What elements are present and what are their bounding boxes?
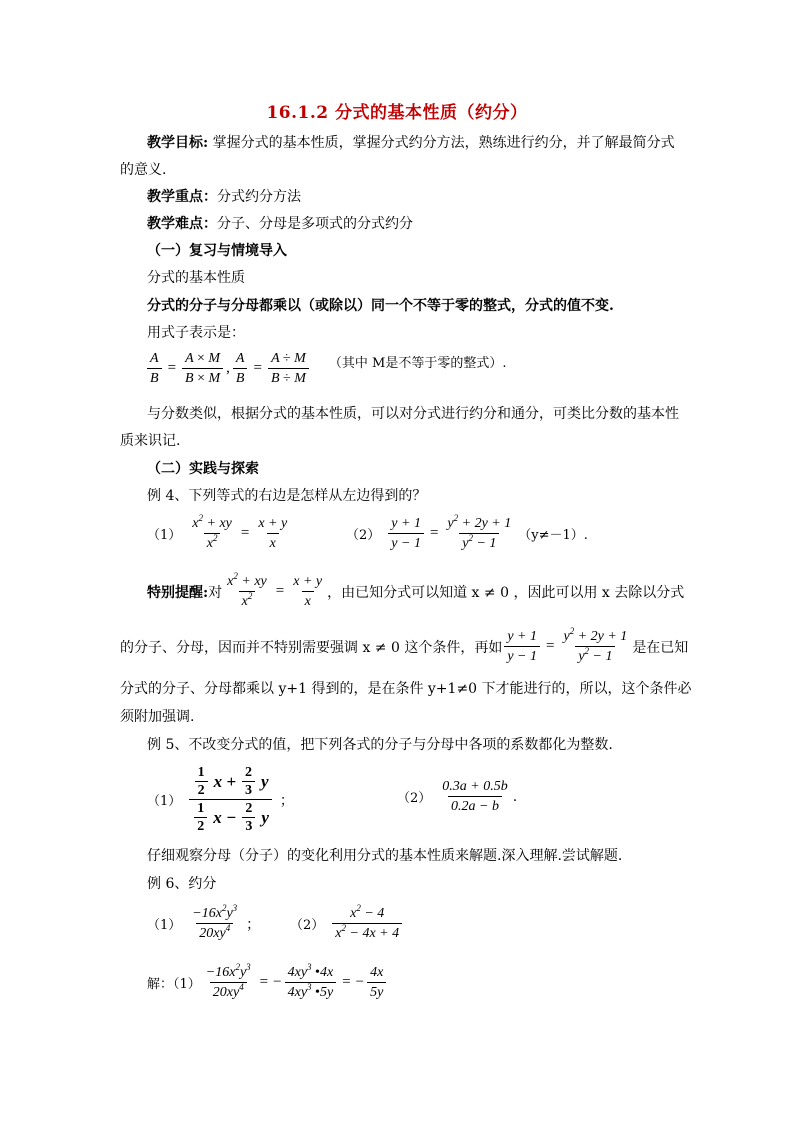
tip-text: ，由已知分式可以知道 x ≠ 0 ，因此可以用 x 去除以分式 bbox=[327, 584, 685, 601]
example-5-question: 例 5、不改变分式的值，把下列各式的分子与分母中各项的系数都化为整数. bbox=[147, 737, 613, 753]
difficulty-line bbox=[147, 214, 413, 234]
fraction: $\frac{y + 1}{y - 1}$ bbox=[504, 628, 540, 665]
property-title: 分式的基本性质 bbox=[147, 270, 245, 286]
label-1: （1） bbox=[147, 528, 182, 543]
fraction: $\frac{A \div M}{B \div M}$ bbox=[268, 350, 309, 387]
fraction: $\frac{A}{B}$ bbox=[147, 350, 162, 387]
condition-text: （y≠－1）. bbox=[518, 528, 588, 543]
formula-note: （其中 M是不等于零的整式）. bbox=[328, 356, 507, 371]
label-2: （2） bbox=[346, 528, 381, 543]
analogy-line-2: 质来识记. bbox=[120, 433, 181, 449]
example-4-question: 例 4、下列等式的右边是怎样从左边得到的？ bbox=[147, 488, 427, 504]
section-heading-1: （一）复习与情境导入 bbox=[147, 243, 287, 259]
tip-text: 的分子、分母，因而并不特别需要强调 x ≠ 0 这个条件，再如 bbox=[120, 639, 503, 656]
example-4-eq1: （1） $\frac{x^2 + xy}{x^2}$ = $\frac{x + y}{x}$ bbox=[147, 515, 292, 552]
key-text: 分式约分方法 bbox=[217, 189, 301, 205]
difficulty-label: 教学难点： bbox=[147, 216, 217, 232]
fraction: $\frac{x + y}{x}$ bbox=[293, 574, 323, 609]
label-1: （1） bbox=[147, 794, 182, 809]
tip-line-2: 的分子、分母，因而并不特别需要强调 x ≠ 0 这个条件，再如 $\frac{y + 1}{y - 1}$ = $\frac{y^2 + 2y + 1}{y^2 - 1}$ 是在已知 bbox=[120, 626, 689, 664]
tip-label: 特别提醒: bbox=[147, 584, 209, 601]
example-6-expr1 bbox=[147, 905, 260, 942]
fraction: $\frac{x + y}{x}$ bbox=[258, 516, 288, 551]
example-5-expr1 bbox=[147, 765, 294, 834]
key-line bbox=[147, 187, 301, 207]
fraction: $\frac{y^2 + 2y + 1}{y^2 - 1}$ bbox=[447, 513, 512, 551]
label-2: （2） bbox=[290, 918, 325, 933]
fraction: $\frac{y^2 + 2y + 1}{y^2 - 1}$ bbox=[563, 626, 628, 664]
fraction: $\frac{-16x^2y^3}{20xy^4}$ bbox=[205, 962, 251, 1000]
fraction: $\frac{0.3a + 0.5b}{0.2a - b}$ bbox=[442, 779, 508, 814]
tip-text: 是在已知 bbox=[632, 639, 689, 656]
property-statement: 分式的分子与分母都乘以（或除以）同一个不等于零的整式，分式的值不变. bbox=[147, 298, 614, 314]
solution-label: 解：（1） bbox=[147, 977, 201, 992]
formula-intro: 用式子表示是： bbox=[147, 325, 245, 341]
label-1: （1） bbox=[147, 918, 182, 933]
tip-line-4: 须附加强调. bbox=[120, 709, 195, 725]
tip-line-1: 特别提醒: 对 $\frac{x^2 + xy}{x^2}$ = $\frac{x + y}{x}$ ，由已知分式可以知道 x ≠ 0 ，因此可以用 x 去除以分式 bbox=[147, 571, 685, 609]
fraction: $\frac{y + 1}{y - 1}$ bbox=[388, 515, 424, 552]
end-mark: . bbox=[512, 788, 518, 805]
observe-line: 仔细观察分母（分子）的变化利用分式的基本性质来解题.深入理解.尝试解题. bbox=[147, 848, 623, 864]
fraction: $\frac{-16x^2y^3}{20xy^4}$ bbox=[192, 903, 238, 941]
example-5-expr2 bbox=[397, 778, 517, 815]
section-heading-2: （二）实践与探索 bbox=[147, 461, 259, 477]
goal-label: 教学目标: bbox=[147, 135, 209, 151]
separator: ； bbox=[246, 916, 261, 933]
goal-line bbox=[147, 133, 675, 153]
fraction: $\frac{x^2 - 4}{x^2 - 4x + 4}$ bbox=[332, 905, 402, 942]
analogy-line: 与分数类似，根据分式的基本性质，可以对分式进行约分和通分，可类比分数的基本性 bbox=[147, 406, 679, 422]
example-4-eq2: （2） $\frac{y + 1}{y - 1}$ = $\frac{y^2 + 2y + 1}{y^2 - 1}$ （y≠－1）. bbox=[346, 513, 588, 551]
complex-fraction: $\frac{1}{2}$ x + $\frac{2}{3}$ y $\frac{1}{2}$ x − $\frac{2}{3}$ y bbox=[189, 765, 272, 834]
fraction: $\frac{4x}{5y}$ bbox=[367, 964, 386, 1001]
fraction: $\frac{A}{B}$ bbox=[233, 350, 248, 387]
tip-text: 对 bbox=[208, 584, 223, 601]
example-6-question: 例 6、约分 bbox=[147, 876, 217, 892]
goal-line-2: 的意义. bbox=[120, 162, 167, 178]
goal-text: 掌握分式的基本性质，掌握分式约分方法，熟练进行约分，并了解最简分式 bbox=[208, 135, 675, 151]
key-label: 教学重点： bbox=[147, 189, 217, 205]
separator: ； bbox=[279, 792, 294, 809]
difficulty-text: 分子、分母是多项式的分式约分 bbox=[217, 216, 413, 232]
example-6-expr2 bbox=[290, 905, 404, 942]
label-2: （2） bbox=[397, 791, 432, 806]
fraction: $\frac{A \times M}{B \times M}$ bbox=[182, 350, 223, 387]
fraction: $\frac{4xy^3 •4x}{4xy^3 •5y}$ bbox=[285, 964, 337, 1001]
page-title: 16.1.2 分式的基本性质（约分） bbox=[266, 103, 528, 123]
tip-line-3: 分式的分子、分母都乘以 y+1 得到的，是在条件 y+1≠0 下才能进行的，所以，这个条件必 bbox=[120, 681, 692, 697]
solution-line: 解：（1） $\frac{-16x^2y^3}{20xy^4}$ = − $\frac{4xy^3 •4x}{4xy^3 •5y}$ = − $\frac{4x}{5y}$ bbox=[147, 964, 388, 1001]
fraction: $\frac{x^2 + xy}{x^2}$ bbox=[192, 513, 232, 551]
basic-property-formula: $\frac{A}{B}$ = $\frac{A \times M}{B \times M}$ , $\frac{A}{B}$ = $\frac{A \div M}{B \div M}$ （其中 M是不等于零的整式）. bbox=[145, 350, 506, 387]
fraction: $\frac{x^2 + xy}{x^2}$ bbox=[227, 571, 267, 609]
